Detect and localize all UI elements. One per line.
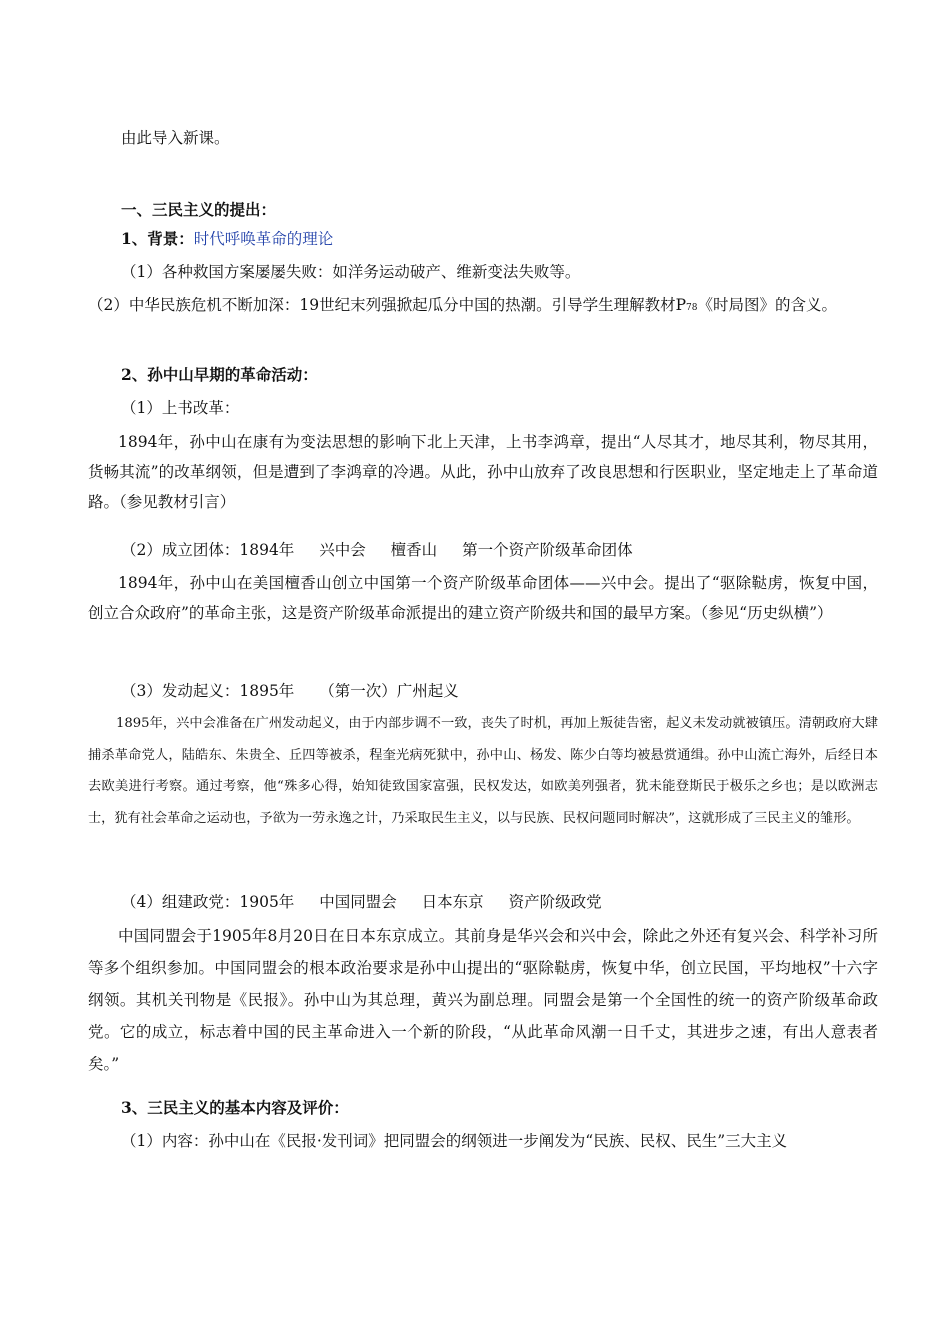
background-point-2-text-a: （2）中华民族危机不断加深：19世纪末列强掀起瓜分中国的热潮。引导学生理解教材P xyxy=(88,296,687,314)
sub-heading-1: （1）上书改革： xyxy=(121,399,240,417)
content-line: （1）内容：孙中山在《民报·发刊词》把同盟会的纲领进一步阐发为“民族、民权、民生”三大主义 xyxy=(121,1132,788,1150)
section-heading-3: 3、三民主义的基本内容及评价： xyxy=(121,1098,349,1117)
background-title: 时代呼唤革命的理论 xyxy=(193,230,334,248)
sub-heading-3: （3）发动起义：1895年 （第一次）广州起义 xyxy=(121,682,459,700)
sub-heading-4: （4）组建政党：1905年 中国同盟会 日本东京 资产阶级政党 xyxy=(121,893,602,911)
paragraph-petition: 1894年，孙中山在康有为变法思想的影响下北上天津，上书李鸿章，提出“人尽其才，地尽其利，物尽其用，货畅其流”的改革纲领，但是遭到了李鸿章的冷遇。从此，孙中山放弃了改良思想和行医职业，坚定地走上了革命道路。（参见教材引言） xyxy=(88,433,878,511)
paragraph-guangzhou-uprising: 1895年，兴中会准备在广州发动起义，由于内部步调不一致，丧失了时机，再加上叛徒告密，起义未发动就被镇压。清朝政府大肆捕杀革命党人，陆皓东、朱贵全、丘四等被杀，程奎光病死狱中，孙中山、杨发、陈少白等均被悬赏通缉。孙中山流亡海外，后经日本去欧美进行考察。通过考察，他“殊多心得，始知徒致国家富强，民权发达，如欧美列强者，犹未能登斯民于极乐之乡也；是以欧洲志士，犹有社会革命之运动也，予欲为一劳永逸之计，乃采取民生主义，以与民族、民权问题同时解决”，这就形成了三民主义的雏形。 xyxy=(88,716,878,826)
paragraph-tongmenghui: 中国同盟会于1905年8月20日在日本东京成立。其前身是华兴会和兴中会，除此之外还有复兴会、科学补习所等多个组织参加。中国同盟会的根本政治要求是孙中山提出的“驱除鞑虏，恢复中华，创立民国，平均地权”十六字纲领。其机关刊物是《民报》。孙中山为其总理，黄兴为副总理。同盟会是第一个全国性的统一的资产阶级革命政党。它的成立，标志着中国的民主革命进入一个新的阶段，“从此革命风潮一日千丈，其进步之速，有出人意表者矣。” xyxy=(88,927,878,1073)
background-label: 1、背景： xyxy=(121,229,194,248)
section-heading-1: 一、三民主义的提出： xyxy=(121,200,277,219)
background-point-2-text-b: 《时局图》的含义。 xyxy=(697,296,837,314)
background-point-2 xyxy=(88,290,878,323)
background-point-1: （1）各种救国方案屡屡失败：如洋务运动破产、维新变法失败等。 xyxy=(121,263,581,281)
section-heading-2: 2、孙中山早期的革命活动： xyxy=(121,365,318,384)
paragraph-xingzhonghui: 1894年，孙中山在美国檀香山创立中国第一个资产阶级革命团体——兴中会。提出了“驱除鞑虏，恢复中国，创立合众政府”的革命主张，这是资产阶级革命派提出的建立资产阶级共和国的最早方案。（参见“历史纵横”） xyxy=(88,574,878,622)
background-heading xyxy=(121,224,878,254)
sub-heading-2: （2）成立团体：1894年 兴中会 檀香山 第一个资产阶级革命团体 xyxy=(121,541,633,559)
intro-line: 由此导入新课。 xyxy=(121,129,230,147)
page-subscript: 78 xyxy=(686,303,698,313)
